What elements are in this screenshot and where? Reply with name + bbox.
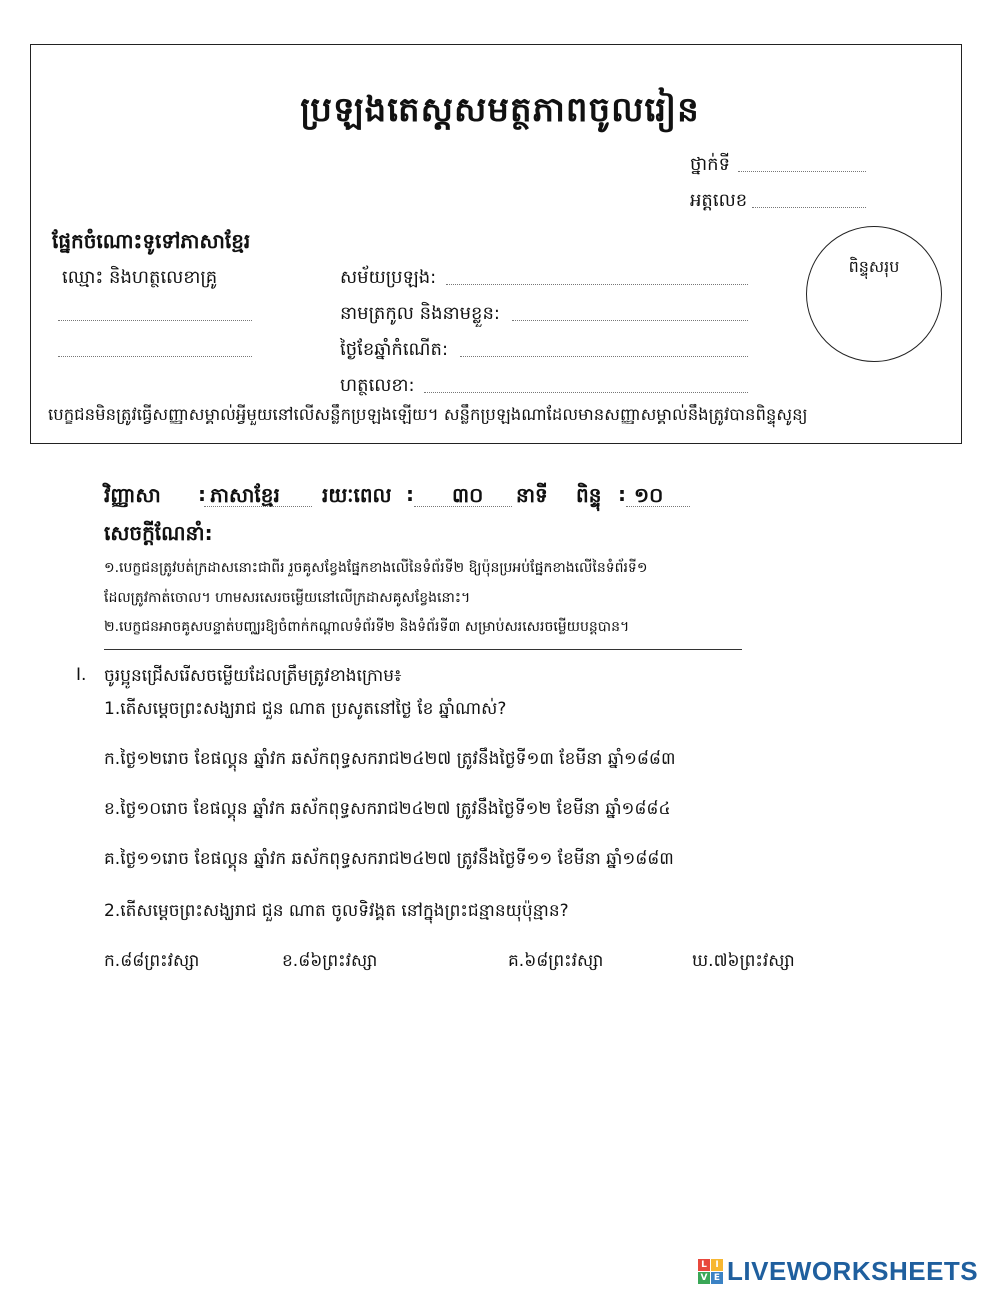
instruction-2: ២.បេក្ខជនអាចគូសបន្ទាត់បញ្ឈរឱ្យចំពាក់កណ្ដាលទំព័រទី២ និងទំព័រទី៣ សម្រាប់សរសេរចម្លើយបន្តបាន។ bbox=[104, 619, 630, 635]
q2-option-d[interactable]: ឃ.៧៦ព្រះវស្សា bbox=[692, 951, 795, 971]
examiner-label: ឈ្មោះ និងហត្ថលេខាគ្រូ bbox=[62, 267, 218, 288]
points-value: ១០ bbox=[634, 483, 664, 507]
question-2: 2.តើសម្ដេចព្រះសង្ឃរាជ ជួន ណាត ចូលទិវង្គត នៅក្នុងព្រះជន្មានយុប៉ុន្មាន? bbox=[104, 901, 569, 921]
session-field[interactable] bbox=[446, 284, 748, 285]
logo-blocks-icon: L I V E bbox=[698, 1259, 723, 1284]
signature-label: ហត្ថលេខា: bbox=[340, 375, 415, 396]
dob-label: ថ្ងៃខែឆ្នាំកំណើត: bbox=[340, 339, 449, 360]
exam-title: ប្រឡងតេស្តសមត្ថភាពចូលរៀន bbox=[300, 90, 700, 130]
q1-option-b[interactable]: ខ.ថ្ងៃ១០រោច ខែផល្គុន ឆ្នាំវក ឆស័កពុទ្ធសករាជ២៤២៧ ត្រូវនឹងថ្ងៃទី១២ ខែមីនា ឆ្នាំ១៨៨៤ bbox=[104, 799, 671, 819]
examiner-field-1[interactable] bbox=[58, 320, 252, 321]
section-title: ផ្នែកចំណោះទូទៅភាសាខ្មែរ bbox=[52, 229, 251, 253]
points-label: ពិន្ទុ bbox=[576, 483, 602, 507]
signature-field[interactable] bbox=[424, 392, 748, 393]
session-label: សម័យប្រឡង: bbox=[340, 267, 437, 288]
id-number-label: អត្តលេខ bbox=[690, 190, 748, 211]
grade-label: ថ្នាក់ទី bbox=[690, 154, 730, 175]
time-value: ៣០ bbox=[452, 483, 484, 507]
q2-option-b[interactable]: ខ.៨៦ព្រះវស្សា bbox=[282, 951, 378, 971]
question-section-title: ចូរប្អូនជ្រើសរើសចម្លើយដែលត្រឹមត្រូវខាងក្រោម៖ bbox=[104, 666, 402, 686]
points-underline bbox=[626, 506, 690, 507]
score-label: ពិន្ទុសរុប bbox=[848, 257, 900, 276]
question-1: 1.តើសម្ដេចព្រះសង្ឃរាជ ជួន ណាត ប្រសូតនៅថ្ងៃ ខែ ឆ្នាំណាស់? bbox=[104, 699, 507, 719]
dob-field[interactable] bbox=[460, 356, 748, 357]
instructions-title: សេចក្ដីណែនាំ: bbox=[104, 521, 213, 545]
divider-line bbox=[104, 649, 742, 650]
logo-text: LIVEWORKSHEETS bbox=[727, 1255, 979, 1286]
score-circle bbox=[806, 226, 942, 362]
instruction-1a: ១.បេក្ខជនត្រូវបត់ក្រដាសនោះជាពីរ រួចគូសខ្វែងផ្នែកខាងលើនៃទំព័រទី២ ឱ្យប៉ុនប្រអប់ផ្នែកខាងលើនៃទំព័រទី១ bbox=[104, 560, 648, 576]
q1-option-a[interactable]: ក.ថ្ងៃ១២រោច ខែផល្គុន ឆ្នាំវក ឆស័កពុទ្ធសករាជ២៤២៧ ត្រូវនឹងថ្ងៃទី១៣ ខែមីនា ឆ្នាំ១៨៨៣ bbox=[104, 749, 676, 769]
notice-text: បេក្ខជនមិនត្រូវធ្វើសញ្ញាសម្គាល់អ្វីមួយនៅលើសន្លឹកប្រឡងឡើយ។ សន្លឹកប្រឡងណាដែលមានសញ្ញាសម្គាល់នឹងត្រូវបានពិន្ទុសូន្យ bbox=[48, 405, 808, 424]
grade-field[interactable] bbox=[738, 171, 866, 172]
name-field[interactable] bbox=[512, 320, 748, 321]
examiner-field-2[interactable] bbox=[58, 356, 252, 357]
subject-value: ភាសាខ្មែរ bbox=[210, 483, 280, 507]
liveworksheets-logo bbox=[698, 1257, 978, 1285]
instruction-1b: ដែលត្រូវកាត់ចោល។ ហាមសរសេរចម្លើយនៅលើក្រដាសគូសខ្វែងនោះ។ bbox=[104, 590, 471, 606]
question-section-number: I. bbox=[76, 665, 87, 685]
id-number-field[interactable] bbox=[752, 207, 866, 208]
time-underline bbox=[414, 506, 512, 507]
q2-option-a[interactable]: ក.៨៨ព្រះវស្សា bbox=[104, 951, 200, 971]
minutes-label: នាទី bbox=[516, 483, 548, 507]
q1-option-c[interactable]: គ.ថ្ងៃ១១រោច ខែផល្គុន ឆ្នាំវក ឆស័កពុទ្ធសករាជ២៤២៧ ត្រូវនឹងថ្ងៃទី១១ ខែមីនា ឆ្នាំ១៨៨៣ bbox=[104, 849, 674, 869]
time-label: រយៈពេល bbox=[322, 483, 392, 507]
name-label: នាមត្រកូល និងនាមខ្លួន: bbox=[340, 303, 500, 324]
subject-underline bbox=[204, 506, 312, 507]
subject-label: វិញ្ញាសា bbox=[104, 483, 161, 507]
q2-option-c[interactable]: គ.៦៨ព្រះវស្សា bbox=[508, 951, 604, 971]
